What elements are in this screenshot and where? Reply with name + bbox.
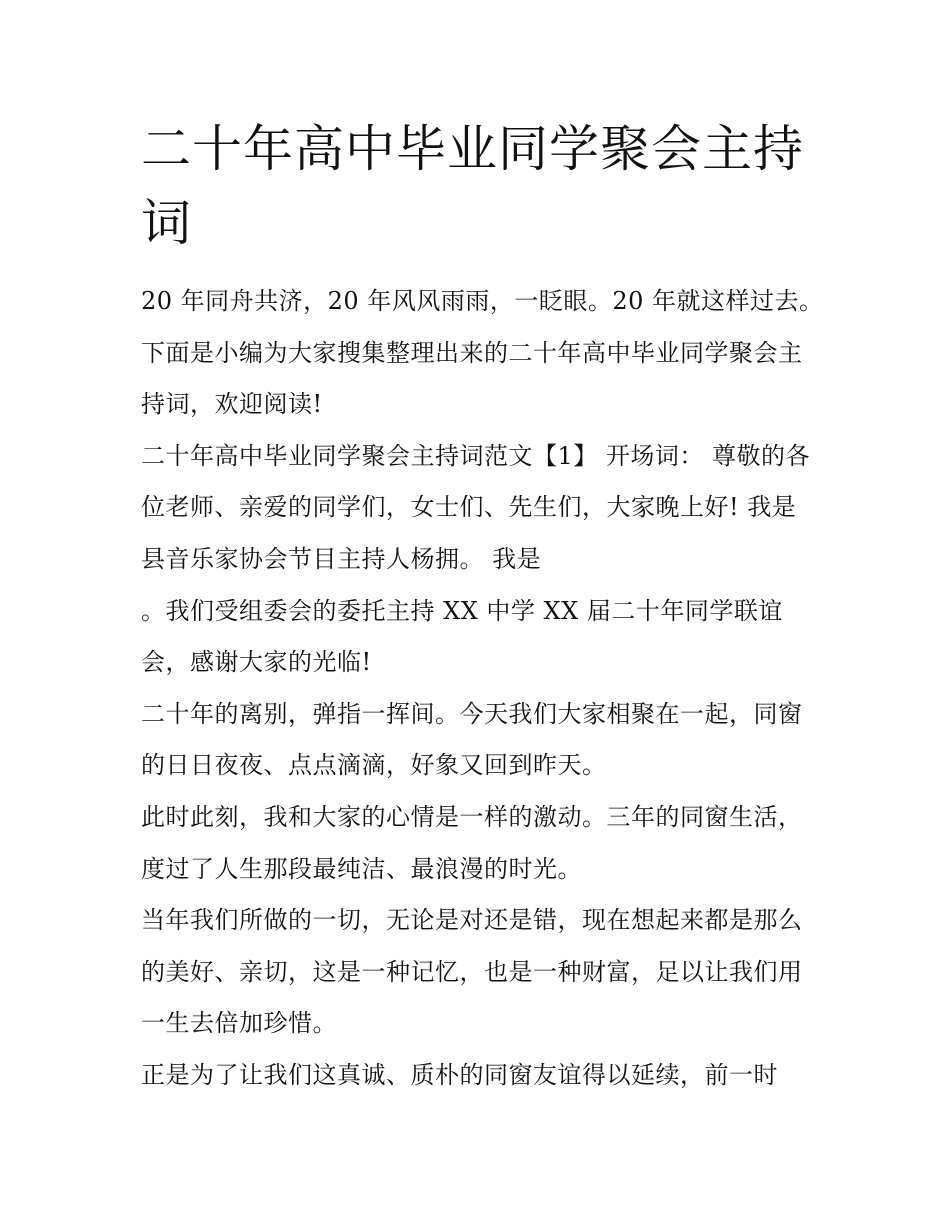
body-line: 下面是小编为大家搜集整理出来的二十年高中毕业同学聚会主: [141, 338, 803, 367]
body-line: 。我们受组委会的委托主持 XX 中学 XX 届二十年同学联谊: [141, 596, 783, 625]
body-line: 会，感谢大家的光临!: [141, 648, 372, 677]
document-title: [141, 112, 821, 260]
body-line: 20 年同舟共济，20 年风风雨雨，一眨眼。20 年就这样过去。: [141, 287, 824, 315]
body-line: 二十年的离别，弹指一挥间。今天我们大家相聚在一起，同窗: [141, 699, 803, 728]
body-line: 一生去倍加珍惜。: [141, 1009, 337, 1038]
title-line: 二十年高中毕业同学聚会主持: [141, 120, 804, 178]
body-line: 当年我们所做的一切，无论是对还是错，现在想起来都是那么: [141, 906, 803, 935]
body-line: 县音乐家协会节目主持人杨拥。 我是: [141, 544, 542, 573]
title-line: 词: [141, 194, 192, 252]
body-line: 的美好、亲切，这是一种记忆，也是一种财富，足以让我们用: [141, 957, 803, 986]
body-line: 持词，欢迎阅读!: [141, 390, 323, 419]
document-body: [141, 276, 824, 1102]
body-line: 度过了人生那段最纯洁、最浪漫的时光。: [141, 854, 582, 883]
body-line: 的日日夜夜、点点滴滴，好象又回到昨天。: [141, 751, 607, 780]
body-line: 二十年高中毕业同学聚会主持词范文【1】 开场词： 尊敬的各: [141, 441, 811, 470]
body-line: 此时此刻，我和大家的心情是一样的激动。三年的同窗生活，: [141, 802, 803, 831]
body-line: 正是为了让我们这真诚、质朴的同窗友谊得以延续，前一时: [141, 1060, 778, 1089]
body-line: 位老师、亲爱的同学们，女士们、先生们，大家晚上好! 我是: [141, 493, 797, 522]
